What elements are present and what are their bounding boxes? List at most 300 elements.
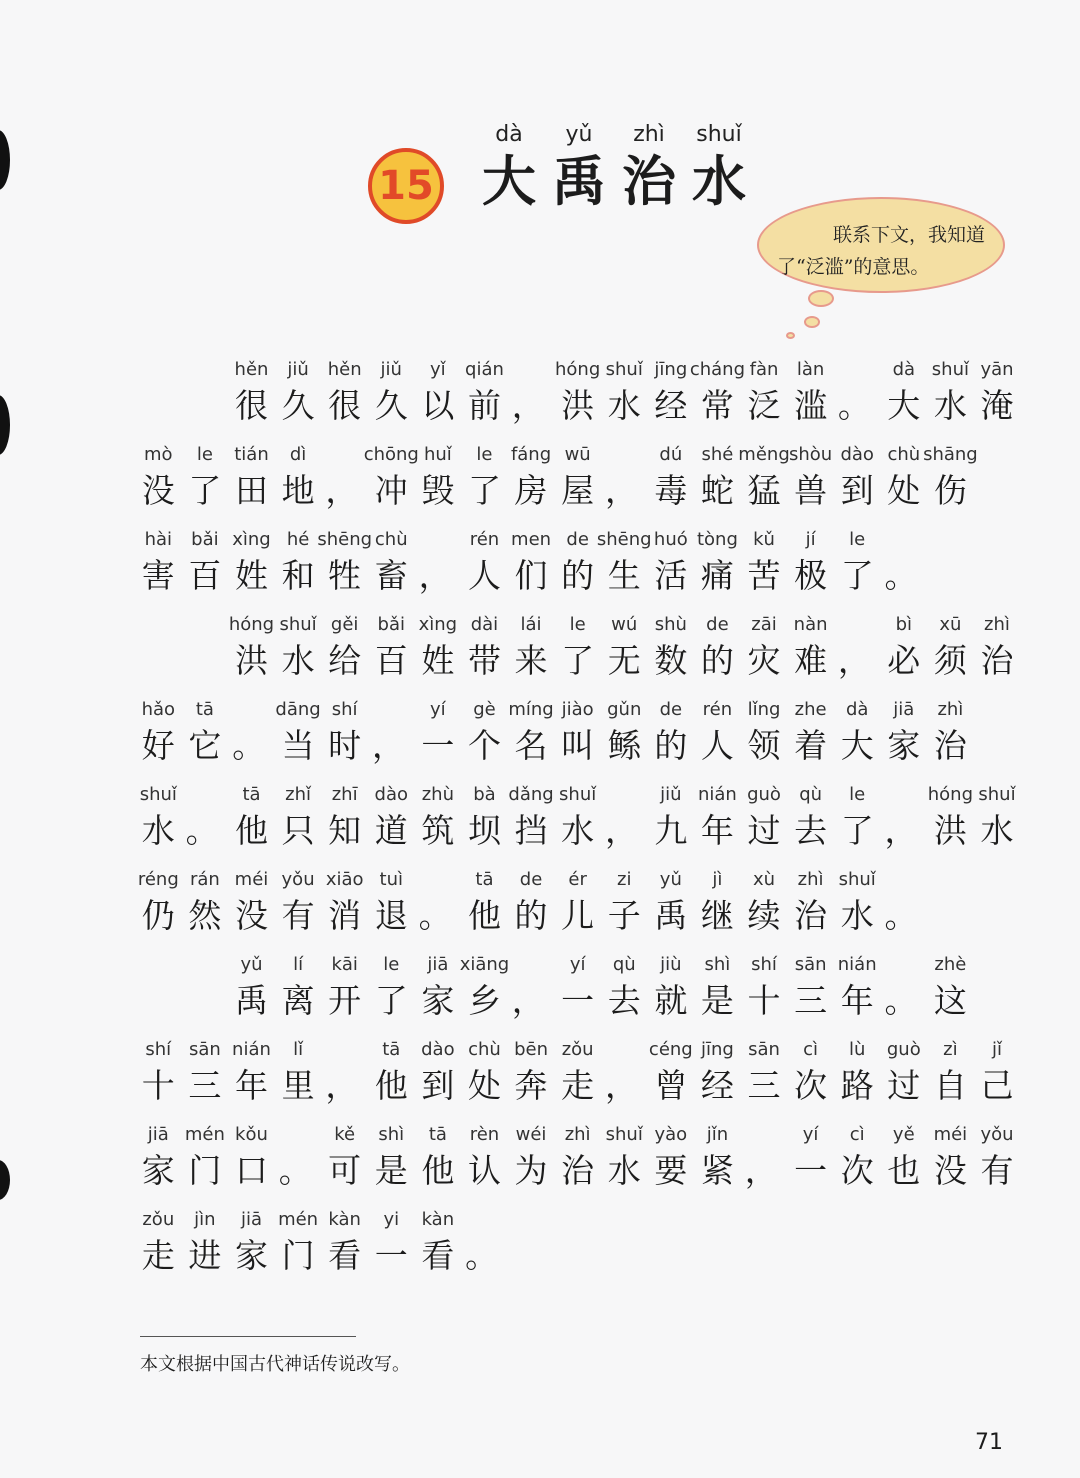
hanzi: 有 (281, 896, 315, 935)
hanzi: 坝 (467, 811, 501, 850)
hanzi: 极 (794, 556, 828, 595)
pinyin: jiù (660, 954, 682, 975)
pinyin: rán (189, 869, 220, 890)
hanzi: 数 (654, 641, 688, 680)
pinyin: kǔ (753, 529, 775, 550)
hanzi: 三 (794, 981, 828, 1020)
hanzi: 久 (281, 386, 315, 425)
bubble-text-line-2: 了“泛滥”的意思。 (777, 256, 930, 278)
hanzi: 水 (281, 641, 315, 680)
character (787, 612, 834, 684)
pinyin: nián (697, 784, 737, 805)
hanzi: 洪 (561, 386, 595, 425)
pinyin: xiāng (459, 954, 510, 975)
pinyin: chù (887, 444, 921, 465)
hanzi: 害 (141, 556, 175, 595)
pinyin: jǐ (991, 1039, 1002, 1060)
hanzi: 来 (514, 641, 548, 680)
character (275, 442, 322, 514)
character (974, 357, 1021, 429)
character (508, 782, 555, 854)
hanzi: 儿 (561, 896, 595, 935)
character (321, 1207, 368, 1279)
lesson-title (474, 118, 754, 212)
hanzi: 退 (374, 896, 408, 935)
hanzi: 紧 (700, 1151, 734, 1190)
pinyin: shòu (789, 444, 833, 465)
hanzi: 家 (887, 726, 921, 765)
hanzi: 一 (561, 981, 595, 1020)
character (689, 357, 746, 429)
pinyin: tā (242, 784, 261, 805)
character (927, 697, 974, 769)
character (228, 442, 275, 514)
hanzi: ， (604, 471, 638, 510)
hanzi: 没 (933, 1151, 967, 1190)
hanzi: 。 (884, 896, 918, 935)
pinyin: huó (653, 529, 688, 550)
punctuation (881, 952, 928, 1024)
character (974, 612, 1021, 684)
character (741, 782, 788, 854)
hanzi: 百 (188, 556, 222, 595)
hanzi: 九 (654, 811, 688, 850)
character (415, 612, 462, 684)
pinyin: guò (886, 1039, 921, 1060)
hanzi: 己 (980, 1066, 1014, 1105)
character (694, 527, 741, 599)
character (275, 1207, 322, 1279)
pinyin: de (519, 869, 543, 890)
pinyin: měng (738, 444, 790, 465)
hanzi: ， (325, 1066, 359, 1105)
character (601, 612, 648, 684)
character (321, 782, 368, 854)
hanzi: 蛇 (700, 471, 734, 510)
hanzi: ， (604, 1066, 638, 1105)
character (741, 1037, 788, 1109)
hanzi: 这 (933, 981, 967, 1020)
pinyin: gǔn (607, 699, 642, 720)
character (461, 867, 508, 939)
hanzi: ， (884, 811, 918, 850)
text-line (135, 854, 1015, 939)
character (368, 867, 415, 939)
character (228, 357, 275, 429)
hanzi: 仍 (141, 896, 175, 935)
pinyin: nàn (793, 614, 828, 635)
character (974, 1122, 1021, 1194)
hanzi: 久 (374, 386, 408, 425)
pinyin: bēn (514, 1039, 548, 1060)
character (461, 697, 508, 769)
thought-bubble (757, 197, 1005, 293)
title-hanzi: 大 (482, 150, 536, 213)
hanzi: 了 (840, 556, 874, 595)
character (275, 527, 322, 599)
punctuation (415, 867, 462, 939)
character (787, 867, 834, 939)
character (787, 952, 834, 1024)
pinyin: jiào (561, 699, 594, 720)
hanzi: 治 (933, 726, 967, 765)
pinyin: yào (654, 1124, 688, 1145)
character (135, 867, 182, 939)
footnote-rule (140, 1336, 356, 1337)
character (787, 357, 834, 429)
pinyin: shé (701, 444, 734, 465)
character (694, 867, 741, 939)
character (787, 697, 834, 769)
punctuation (321, 442, 368, 514)
title-hanzi: 治 (622, 150, 676, 213)
character (694, 1037, 741, 1109)
hanzi: 家 (421, 981, 455, 1020)
character (135, 527, 182, 599)
pinyin: shù (654, 614, 687, 635)
text-line (135, 1024, 1015, 1109)
pinyin: wú (611, 614, 638, 635)
punctuation (508, 952, 555, 1024)
punctuation (275, 1122, 322, 1194)
character (228, 867, 275, 939)
page-number: 71 (975, 1430, 1003, 1455)
pinyin: xìng (232, 529, 271, 550)
pinyin: hǎo (141, 699, 176, 720)
pinyin: jīng (654, 359, 688, 380)
bubble-tail-dot (786, 332, 795, 339)
pinyin: le (569, 614, 586, 635)
hanzi: 名 (514, 726, 548, 765)
hanzi: 年 (840, 981, 874, 1020)
pinyin: méi (234, 869, 269, 890)
pinyin: shí (145, 1039, 172, 1060)
hanzi: 路 (840, 1066, 874, 1105)
hanzi: ， (418, 556, 452, 595)
character (554, 357, 601, 429)
punctuation (741, 1122, 788, 1194)
hanzi: 水 (561, 811, 595, 850)
pinyin: jǐn (706, 1124, 729, 1145)
punctuation (228, 697, 275, 769)
bubble-text-line-1: 联系下文，我知道 (832, 224, 985, 246)
character (881, 442, 928, 514)
character (508, 442, 555, 514)
punctuation (601, 1037, 648, 1109)
character (648, 1037, 695, 1109)
pinyin: sān (748, 1039, 780, 1060)
pinyin: míng (508, 699, 554, 720)
character (601, 697, 648, 769)
punctuation (321, 1037, 368, 1109)
pinyin: tā (195, 699, 214, 720)
punctuation (881, 867, 928, 939)
hanzi: 人 (467, 556, 501, 595)
pinyin: kàn (421, 1209, 455, 1230)
hanzi: 筑 (421, 811, 455, 850)
hanzi: 继 (700, 896, 734, 935)
pinyin: shuǐ (279, 614, 317, 635)
character (368, 952, 415, 1024)
pinyin: tā (475, 869, 494, 890)
pinyin: jìn (194, 1209, 216, 1230)
hanzi: 经 (654, 386, 688, 425)
title-pinyin: zhì (633, 122, 665, 147)
hanzi: 自 (933, 1066, 967, 1105)
pinyin: dào (374, 784, 408, 805)
hanzi: 禹 (654, 896, 688, 935)
hanzi: 处 (467, 1066, 501, 1105)
pinyin: rèn (469, 1124, 500, 1145)
pinyin: chōng (363, 444, 419, 465)
hanzi: 的 (700, 641, 734, 680)
hanzi: 看 (421, 1236, 455, 1275)
character (275, 357, 322, 429)
hanzi: 是 (700, 981, 734, 1020)
pinyin: céng (648, 1039, 693, 1060)
hanzi: 年 (700, 811, 734, 850)
character (415, 782, 462, 854)
hanzi: 看 (328, 1236, 362, 1275)
pinyin: le (476, 444, 493, 465)
hanzi: 水 (933, 386, 967, 425)
footnote: 本文根据中国古代神话传说改写。 (140, 1354, 410, 1375)
hanzi: 认 (467, 1151, 501, 1190)
pinyin: dāng (275, 699, 321, 720)
character (508, 527, 555, 599)
pinyin: jiǔ (380, 359, 402, 380)
character (601, 867, 648, 939)
character (881, 697, 928, 769)
pinyin: shuǐ (931, 359, 969, 380)
hanzi: 叫 (561, 726, 595, 765)
pinyin: zhì (984, 614, 1010, 635)
character (834, 527, 881, 599)
character (741, 527, 788, 599)
binding-mark (0, 130, 10, 190)
character (461, 782, 508, 854)
character (648, 782, 695, 854)
hanzi: 。 (837, 386, 871, 425)
hanzi: 猛 (747, 471, 781, 510)
pinyin: tuì (379, 869, 403, 890)
hanzi: 着 (794, 726, 828, 765)
hanzi: 和 (281, 556, 315, 595)
character (135, 442, 182, 514)
character (648, 952, 695, 1024)
pinyin: shuǐ (605, 359, 643, 380)
pinyin: kě (334, 1124, 356, 1145)
pinyin: dà (892, 359, 916, 380)
hanzi: 过 (887, 1066, 921, 1105)
punctuation (415, 527, 462, 599)
pinyin: shuǐ (838, 869, 876, 890)
pinyin: gěi (330, 614, 359, 635)
hanzi: 曾 (654, 1066, 688, 1105)
hanzi: 要 (654, 1151, 688, 1190)
character (694, 782, 741, 854)
pinyin: zì (943, 1039, 958, 1060)
hanzi: ， (371, 726, 405, 765)
character (321, 952, 368, 1024)
pinyin: xū (939, 614, 962, 635)
character (415, 442, 462, 514)
lesson-number-badge: 15 (368, 148, 444, 224)
hanzi: 过 (747, 811, 781, 850)
punctuation (461, 1207, 508, 1279)
punctuation (601, 782, 648, 854)
character (787, 527, 834, 599)
character (135, 1037, 182, 1109)
pinyin: yǔ (659, 869, 682, 890)
pinyin: xù (752, 869, 776, 890)
hanzi: 消 (328, 896, 362, 935)
hanzi: 了 (840, 811, 874, 850)
hanzi: 领 (747, 726, 781, 765)
character (182, 1122, 229, 1194)
hanzi: 奔 (514, 1066, 548, 1105)
character (321, 867, 368, 939)
character (508, 867, 555, 939)
pinyin: zhì (937, 699, 964, 720)
hanzi: 姓 (234, 556, 268, 595)
pinyin: bì (895, 614, 913, 635)
binding-mark (0, 1160, 10, 1200)
hanzi: 苦 (747, 556, 781, 595)
text-line (135, 939, 1015, 1024)
pinyin: chù (468, 1039, 501, 1060)
character (927, 357, 974, 429)
hanzi: 大 (887, 386, 921, 425)
character (182, 442, 229, 514)
pinyin: zhì (564, 1124, 591, 1145)
pinyin: xiāo (325, 869, 364, 890)
pinyin: jiā (427, 954, 449, 975)
character (135, 782, 182, 854)
character (228, 782, 275, 854)
hanzi: 好 (141, 726, 175, 765)
pinyin: xìng (418, 614, 458, 635)
character (275, 782, 322, 854)
character (228, 1122, 275, 1194)
character (368, 1037, 415, 1109)
title-hanzi: 禹 (552, 150, 606, 213)
character (135, 1207, 182, 1279)
character (461, 1122, 508, 1194)
pinyin: yān (980, 359, 1014, 380)
pinyin: shuǐ (139, 784, 177, 805)
pinyin: dào (421, 1039, 455, 1060)
hanzi: 当 (281, 726, 315, 765)
pinyin: le (383, 954, 400, 975)
character (601, 1122, 648, 1194)
hanzi: 淹 (980, 386, 1014, 425)
pinyin: yǒu (281, 869, 315, 890)
hanzi: 治 (561, 1151, 595, 1190)
hanzi: 泛 (747, 386, 781, 425)
hanzi: 田 (234, 471, 268, 510)
character (228, 612, 275, 684)
character (648, 527, 695, 599)
pinyin: dú (659, 444, 683, 465)
character (182, 1037, 229, 1109)
character (648, 867, 695, 939)
punctuation (834, 612, 881, 684)
pinyin: yí (569, 954, 586, 975)
hanzi: 水 (840, 896, 874, 935)
pinyin: shí (751, 954, 777, 975)
hanzi: 他 (467, 896, 501, 935)
pinyin: le (196, 444, 213, 465)
title-pinyin: dà (495, 122, 523, 147)
pinyin: zǒu (142, 1209, 175, 1230)
hanzi: 毁 (421, 471, 455, 510)
character (554, 782, 601, 854)
hanzi: 很 (234, 386, 268, 425)
hanzi: 门 (281, 1236, 315, 1275)
character (648, 612, 695, 684)
pinyin: kǒu (235, 1124, 268, 1145)
hanzi: 伤 (933, 471, 967, 510)
character (461, 952, 508, 1024)
pinyin: qián (465, 359, 504, 380)
character (974, 782, 1021, 854)
pinyin: yí (430, 699, 446, 720)
pinyin: mò (144, 444, 173, 465)
character (741, 612, 788, 684)
character (461, 357, 508, 429)
hanzi: 活 (654, 556, 688, 595)
character (461, 1037, 508, 1109)
hanzi: 也 (887, 1151, 921, 1190)
character (881, 1122, 928, 1194)
pinyin: shí (331, 699, 358, 720)
pinyin: yí (802, 1124, 819, 1145)
hanzi: 很 (328, 386, 362, 425)
hanzi: 洪 (933, 811, 967, 850)
pinyin: tā (382, 1039, 401, 1060)
pinyin: qù (799, 784, 823, 805)
pinyin: lái (520, 614, 542, 635)
title-char (474, 118, 544, 212)
hanzi: 家 (141, 1151, 175, 1190)
hanzi: 难 (794, 641, 828, 680)
pinyin: hěn (327, 359, 362, 380)
binding-mark (0, 395, 10, 455)
character (461, 442, 508, 514)
pinyin: shēng (317, 529, 373, 550)
character (648, 357, 695, 429)
hanzi: 知 (328, 811, 362, 850)
hanzi: 鲧 (607, 726, 641, 765)
pinyin: lǐ (293, 1039, 304, 1060)
character (881, 612, 928, 684)
hanzi: 大 (840, 726, 874, 765)
character (834, 1122, 881, 1194)
pinyin: hěn (234, 359, 269, 380)
character (182, 867, 229, 939)
hanzi: 时 (328, 726, 362, 765)
pinyin: jiā (240, 1209, 262, 1230)
pinyin: kāi (331, 954, 358, 975)
hanzi: 它 (188, 726, 222, 765)
character (228, 952, 275, 1024)
hanzi: 。 (185, 811, 219, 850)
pinyin: huǐ (423, 444, 452, 465)
character (554, 1037, 601, 1109)
hanzi: 为 (514, 1151, 548, 1190)
hanzi: 。 (232, 726, 266, 765)
